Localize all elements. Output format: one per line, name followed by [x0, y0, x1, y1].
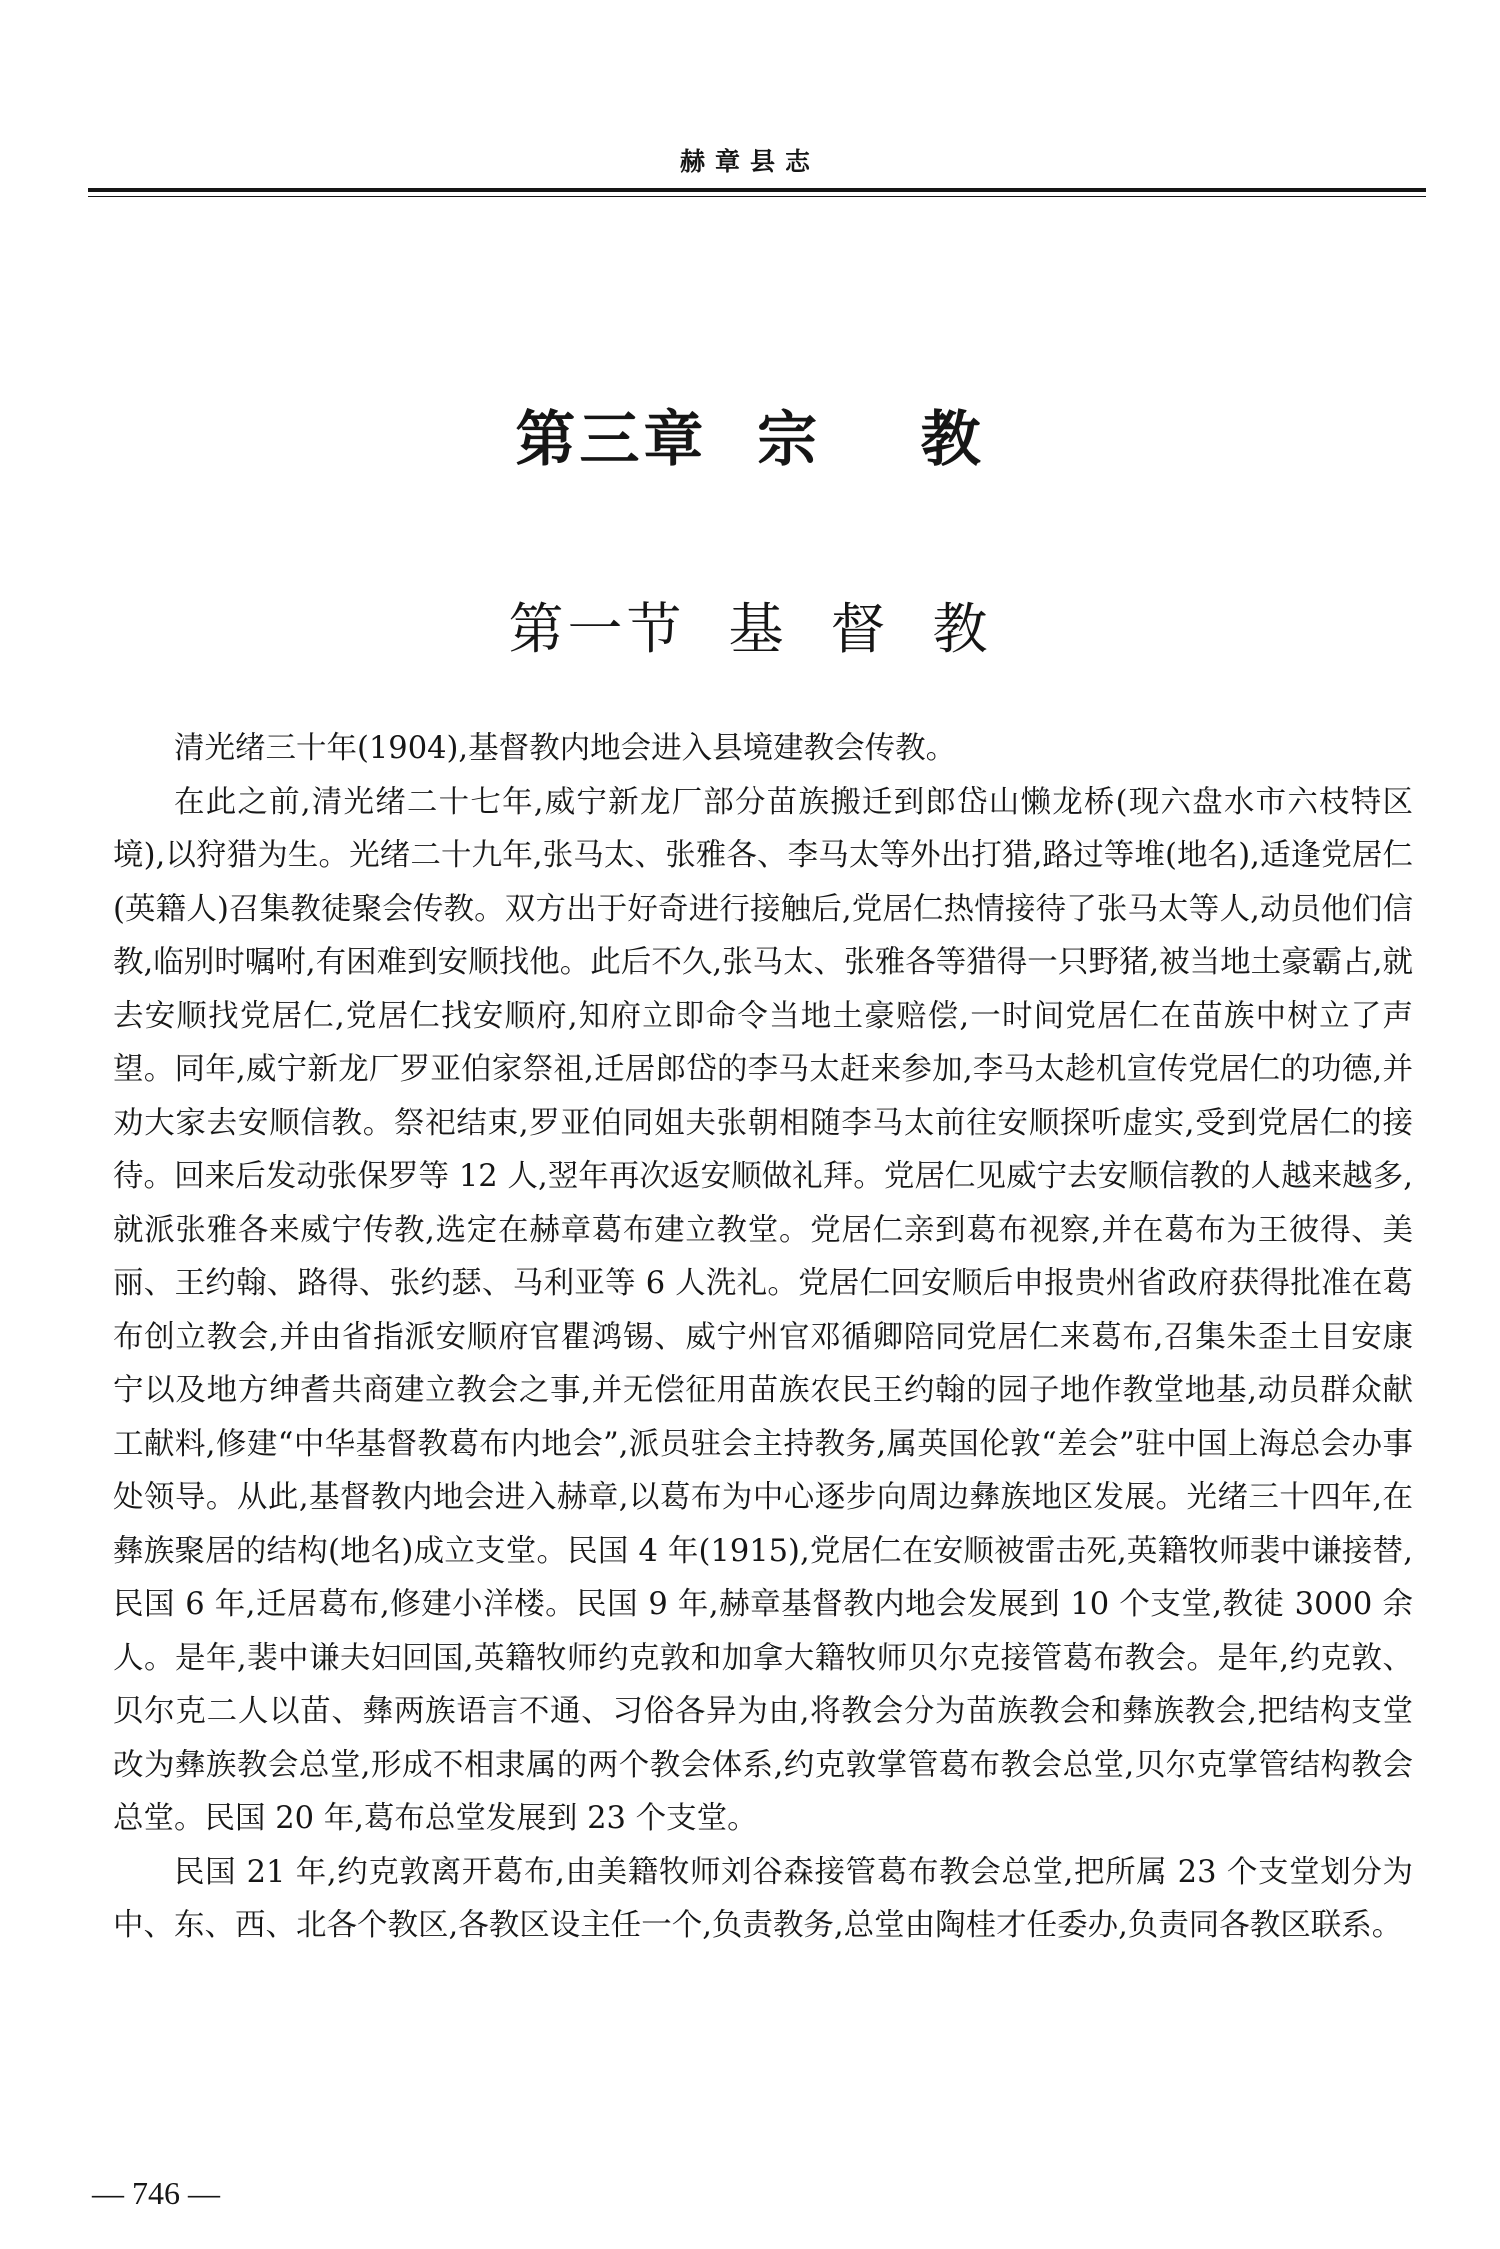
page-number: — 746 — — [92, 2175, 220, 2211]
section-title: 第一节 基 督 教 — [508, 597, 992, 661]
paragraph: 民国 21 年,约克敦离开葛布,由美籍牧师刘谷森接管葛布教会总堂,把所属 23 个支堂划分为中、东、西、北各个教区,各教区设主任一个,负责教务,总堂由陶桂才任委办,负责同各教区联系。 — [113, 1854, 1413, 1943]
paragraph: 在此之前,清光绪二十七年,威宁新龙厂部分苗族搬迁到郎岱山懒龙桥(现六盘水市六枝特区境),以狩猎为生。光绪二十九年,张马太、张雅各、李马太等外出打猎,路过等堆(地名),适逢党居仁(英籍人)召集教徒聚会传教。双方出于好奇进行接触后,党居仁热情接待了张马太等人,动员他们信教,临别时嘱咐,有困难到安顺找他。此后不久,张马太、张雅各等猎得一只野猪,被当地土豪霸占,就去安顺找党居仁,党居仁找安顺府,知府立即命令当地土豪赔偿,一时间党居仁在苗族中树立了声望。同年,威宁新龙厂罗亚伯家祭祖,迁居郎岱的李马太赶来参加,李马太趁机宣传党居仁的功德,并劝大家去安顺信教。祭祀结束,罗亚伯同姐夫张朝相随李马太前往安顺探听虚实,受到党居仁的接待。回来后发动张保罗等 12 人,翌年再次返安顺做礼拜。党居仁见威宁去安顺信教的人越来越多,就派张雅各来威宁传教,选定在赫章葛布建立教堂。党居仁亲到葛布视察,并在葛布为王彼得、美丽、王约翰、路得、张约瑟、马利亚等 6 人洗礼。党居仁回安顺后申报贵州省政府获得批准在葛布创立教会,并由省指派安顺府官瞿鸿锡、威宁州官邓循卿陪同党居仁来葛布,召集朱歪土目安康宁以及地方绅耆共商建立教会之事,并无偿征用苗族农民王约翰的园子地作教堂地基,动员群众献工献料,修建“中华基督教葛布内地会”,派员驻会主持教务,属英国伦敦“差会”驻中国上海总会办事处领导。从此,基督教内地会进入赫章,以葛布为中心逐步向周边彝族地区发展。光绪三十四年,在彝族聚居的结构(地名)成立支堂。民国 4 年(1915),党居仁在安顺被雷击死,英籍牧师裴中谦接替,民国 6 年,迁居葛布,修建小洋楼。民国 9 年,赫章基督教内地会发展到 10 个支堂,教徒 3000 余人。是年,裴中谦夫妇回国,英籍牧师约克敦和加拿大籍牧师贝尔克接管葛布教会。是年,约克敦、贝尔克二人以苗、彝两族语言不通、习俗各异为由,将教会分为苗族教会和彝族教会,把结构支堂改为彝族教会总堂,形成不相隶属的两个教会体系,约克敦掌管葛布教会总堂,贝尔克掌管结构教会总堂。民国 20 年,葛布总堂发展到 23 个支堂。 — [113, 784, 1413, 1836]
header-rule-thick — [88, 188, 1426, 192]
running-header: 赫章县志 — [679, 147, 820, 176]
body-text — [113, 722, 1413, 1953]
paragraph: 清光绪三十年(1904),基督教内地会进入县境建教会传教。 — [174, 731, 957, 766]
chapter-title: 第三章 宗 教 — [515, 405, 985, 475]
header-rule-thin — [88, 196, 1426, 197]
